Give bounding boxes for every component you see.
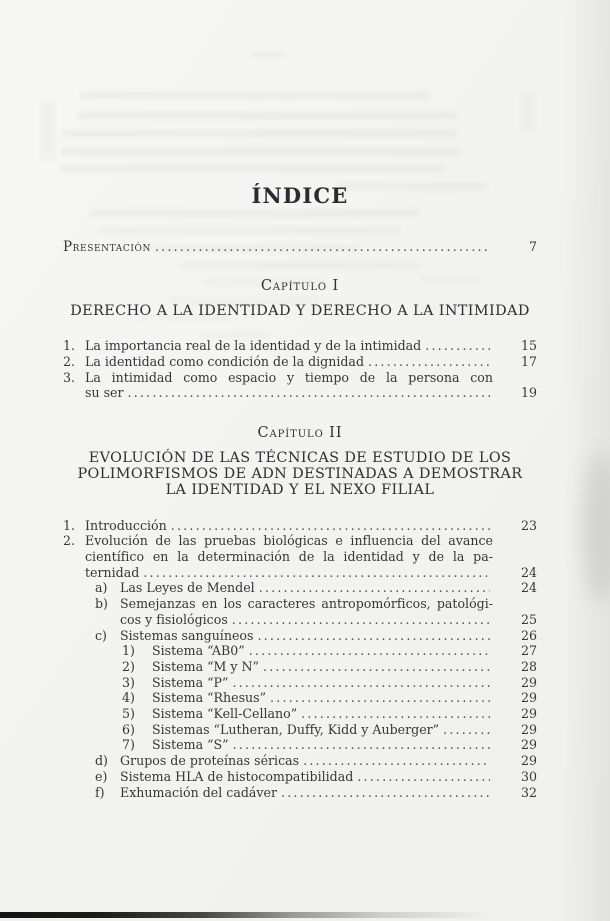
toc-entry-list [63, 518, 537, 801]
dot-leader [357, 769, 490, 785]
chapter-section [63, 278, 537, 401]
toc-entry-line [63, 596, 537, 612]
entry-text: Sistema “P” [152, 674, 229, 690]
entry-number: 2. [63, 353, 76, 369]
page-title: ÍNDICE [251, 183, 349, 208]
toc-entry-line [63, 643, 537, 659]
entry-number: 6) [122, 721, 135, 737]
page-number: 15 [520, 338, 537, 354]
dot-leader [281, 785, 490, 801]
toc-entry-line [63, 785, 537, 801]
toc-entry-line [63, 737, 537, 753]
entry-text: cos y fisiológicos [120, 611, 228, 627]
entry-text: La intimidad como espacio y tiempo de la persona con [85, 369, 493, 385]
chapter-heading: Capítulo I [260, 278, 340, 294]
page-number: 25 [520, 611, 537, 627]
dot-leader [301, 706, 490, 722]
page-number: 28 [520, 658, 537, 674]
page-number: 29 [520, 737, 537, 753]
entry-number: e) [95, 768, 108, 784]
page-number: 7 [528, 239, 537, 254]
toc-entry-line [63, 549, 537, 565]
dot-leader [249, 643, 490, 659]
dot-leader [232, 675, 490, 691]
entry-text: Semejanzas en los caracteres antropomórficos, patológi- [120, 596, 493, 612]
page-number: 23 [520, 517, 537, 533]
entry-text: ternidad [85, 564, 140, 580]
chapter-title: DERECHO A LA IDENTIDAD Y DERECHO A LA INTIMIDAD [70, 303, 530, 319]
entry-text: La importancia real de la identidad y de la intimidad [85, 338, 422, 354]
toc-entry-line [63, 659, 537, 675]
entry-text: su ser [85, 385, 124, 401]
entry-number: 7) [122, 737, 135, 753]
page-number: 32 [520, 784, 537, 800]
toc-entry-line [63, 722, 537, 738]
entry-number: a) [95, 580, 108, 596]
entry-number: 3) [122, 674, 135, 690]
toc-entry-line [63, 385, 537, 401]
toc-entry-line [63, 354, 537, 370]
dot-leader [143, 565, 490, 581]
entry-number: 1. [63, 517, 76, 533]
entry-text: Sistema “AB0” [152, 643, 245, 659]
entry-number: d) [95, 753, 108, 769]
scanner-edge-bar [0, 912, 610, 918]
entry-text: Sistema “S” [152, 737, 229, 753]
dot-leader [425, 338, 490, 354]
toc-entry-line [63, 580, 537, 596]
dot-leader [368, 354, 490, 370]
dot-leader [232, 612, 490, 628]
page-number: 24 [520, 564, 537, 580]
toc-entry-line [63, 533, 537, 549]
entry-text: Sistema “M y N” [152, 658, 259, 674]
entry-number: c) [95, 627, 107, 643]
entry-number: b) [95, 596, 108, 612]
entry-text: Sistemas “Lutheran, Duffy, Kidd y Auberger” [152, 721, 440, 737]
dot-leader [263, 659, 490, 675]
toc-entry-line [63, 612, 537, 628]
page-number: 29 [520, 690, 537, 706]
entry-number: 2) [122, 658, 135, 674]
toc-entry-presentacion [63, 239, 537, 255]
entry-text: La identidad como condición de la dignidad [85, 353, 365, 369]
toc-entry-line [63, 565, 537, 581]
entry-number: 1) [122, 643, 135, 659]
entry-number: 5) [122, 706, 135, 722]
entry-number: 1. [63, 338, 76, 354]
entry-number: 3. [63, 369, 76, 385]
page-number: 29 [520, 753, 537, 769]
page-number: 29 [520, 674, 537, 690]
bleed-through-artifact [40, 100, 56, 160]
entry-text: Sistema HLA de histocompatibilidad [120, 768, 354, 784]
entry-number: 4) [122, 690, 135, 706]
toc-entry-list [63, 338, 537, 401]
entry-text: Sistema “Kell-Cellano” [152, 706, 298, 722]
toc-chapters [63, 278, 537, 800]
entry-text: Exhumación del cadáver [120, 784, 278, 800]
entry-number: 2. [63, 533, 76, 549]
page-edge-smudge [582, 452, 610, 602]
dot-leader [233, 737, 490, 753]
dot-leader [259, 580, 490, 596]
page-number: 29 [520, 721, 537, 737]
presentacion-label: Presentación [63, 239, 151, 255]
toc-entry-line [63, 690, 537, 706]
toc-entry-line [63, 338, 537, 354]
chapter-section [63, 425, 537, 800]
toc-entry-line [63, 628, 537, 644]
chapter-title: EVOLUCIÓN DE LAS TÉCNICAS DE ESTUDIO DE LOS POLIMORFISMOS DE ADN DESTINADAS A DEMOSTRAR LA IDENTIDAD Y EL NEXO FILIAL [77, 450, 523, 499]
toc-entry-line [63, 769, 537, 785]
page-number: 29 [520, 706, 537, 722]
entry-text: científico en la determinación de la identidad y de la pa- [85, 549, 493, 565]
chapter-heading: Capítulo II [257, 425, 343, 442]
entry-text: Sistema “Rhesus” [152, 690, 267, 706]
dot-leader [155, 239, 490, 254]
page-number: 19 [520, 385, 537, 401]
dot-leader [270, 690, 490, 706]
dot-leader [128, 385, 490, 401]
page-number: 24 [520, 580, 537, 596]
entry-text: Grupos de proteínas séricas [120, 753, 300, 769]
dot-leader [171, 518, 490, 534]
toc-entry-line [63, 753, 537, 769]
entry-text: Evolución de las pruebas biológicas e influencia del avance [85, 533, 493, 549]
entry-number: f) [95, 784, 105, 800]
toc-entry-line [63, 675, 537, 691]
toc-entry-line [63, 518, 537, 534]
toc-entry-line [63, 370, 537, 386]
page-number: 26 [520, 627, 537, 643]
toc-entry-line [63, 706, 537, 722]
page-number: 17 [520, 353, 537, 369]
entry-text: Las Leyes de Mendel [120, 580, 255, 596]
dot-leader [443, 722, 490, 738]
entry-text: Introducción [85, 517, 167, 533]
dot-leader [303, 753, 490, 769]
entry-text: Sistemas sanguíneos [120, 627, 254, 643]
page-number: 30 [520, 768, 537, 784]
dot-leader [257, 628, 490, 644]
page-number: 27 [520, 643, 537, 659]
toc-content [63, 0, 537, 800]
